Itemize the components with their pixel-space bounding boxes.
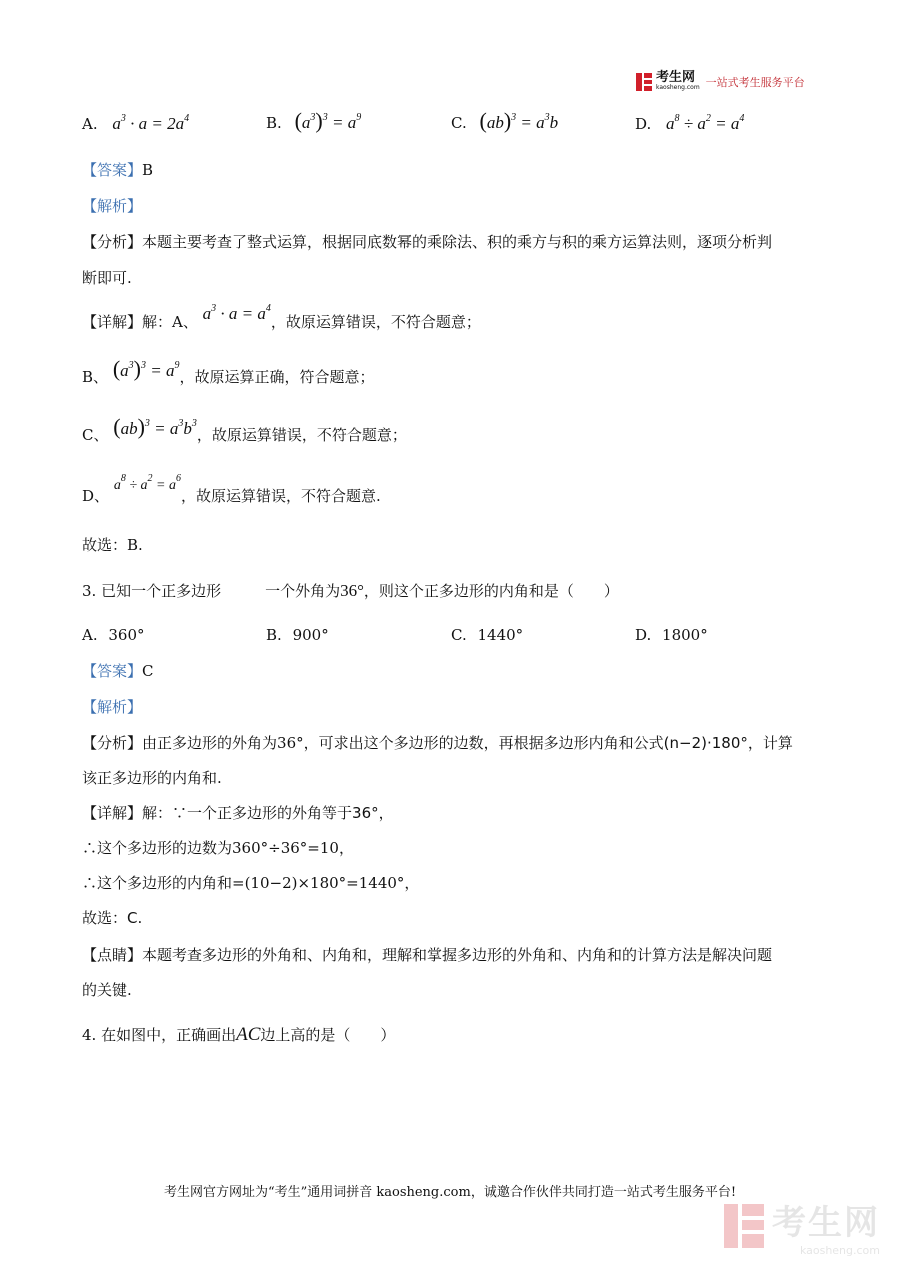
fenxi-angle: 36° bbox=[277, 734, 304, 752]
math-expr: $a^3 \cdot a = 2a^4$ bbox=[112, 113, 190, 133]
stem-middle: 一个外角为 bbox=[265, 582, 341, 600]
stem-variable: AC bbox=[236, 1024, 261, 1045]
answer-value: C bbox=[142, 662, 154, 680]
answer-label: 【答案】 bbox=[82, 161, 143, 179]
q2-option-c bbox=[451, 108, 558, 134]
watermark-logo-icon bbox=[724, 1204, 764, 1248]
stem-prefix: 4. 在如图中，正确画出 bbox=[82, 1026, 237, 1044]
logo-text: 考生网 bbox=[656, 70, 696, 85]
q3-detail-line3: ∴这个多边形的内角和=(10−2)×180°=1440°， bbox=[82, 874, 420, 892]
q3-answer bbox=[82, 660, 154, 681]
q3-option-b bbox=[266, 626, 329, 644]
detail-text: ， bbox=[378, 804, 394, 822]
watermark bbox=[724, 1195, 880, 1257]
q3-dianjing-line2: 的关键. bbox=[82, 981, 132, 999]
answer-value: B bbox=[142, 161, 154, 179]
q2-detail-d bbox=[82, 473, 381, 506]
fenxi-text: 由正多边形的外角为 bbox=[142, 734, 278, 752]
q3-dianjing-line1 bbox=[82, 944, 772, 965]
option-label: D. bbox=[635, 115, 652, 133]
q2-fenxi-line1 bbox=[82, 231, 772, 252]
option-value: 1800° bbox=[662, 626, 708, 644]
q2-option-b bbox=[266, 108, 361, 134]
math-expr: $(a^3)^3 = a^9$ bbox=[112, 356, 180, 381]
detail-text: ，故原运算正确，符合题意； bbox=[179, 368, 375, 386]
option-label: A. bbox=[82, 115, 98, 133]
dianjing-text: 本题考查多边形的外角和、内角和，理解和掌握多边形的外角和、内角和的计算方法是解决问题 bbox=[142, 946, 773, 964]
fenxi-label: 【分析】 bbox=[82, 734, 143, 752]
watermark-text: 考生网 bbox=[772, 1203, 880, 1243]
option-label: B. bbox=[266, 114, 282, 132]
math-expr: $a^3 \cdot a = a^4$ bbox=[202, 303, 271, 323]
math-expr: $(ab)^3 = a^3b$ bbox=[479, 108, 559, 133]
detail-prefix: D、 bbox=[82, 487, 110, 505]
option-value: 360° bbox=[108, 626, 145, 644]
q3-choose bbox=[82, 907, 142, 928]
q3-option-d bbox=[635, 626, 708, 644]
q3-analysis-label: 【解析】 bbox=[82, 698, 143, 716]
fenxi-text: 本题主要考查了整式运算，根据同底数幂的乘除法、积的乘方与积的乘方运算法则，逐项分析判 bbox=[142, 233, 773, 251]
detail-text: ，故原运算错误，不符合题意； bbox=[270, 313, 481, 331]
q4-stem bbox=[82, 1024, 395, 1046]
q2-choose: 故选：B. bbox=[82, 536, 143, 554]
detail-text: 解：∵一个正多边形的外角等于 bbox=[142, 804, 353, 822]
detail-prefix: B、 bbox=[82, 368, 109, 386]
q3-fenxi-line1 bbox=[82, 732, 793, 753]
stem-suffix: ，则这个正多边形的内角和是（ ） bbox=[363, 582, 619, 600]
detail-label: 【详解】 bbox=[82, 313, 143, 331]
option-value: 900° bbox=[292, 626, 329, 644]
option-label: A. bbox=[82, 626, 98, 644]
option-label: B. bbox=[266, 626, 282, 644]
fenxi-text: ，计算 bbox=[747, 734, 793, 752]
fenxi-formula: (n−2)·180° bbox=[663, 734, 748, 752]
option-label: C. bbox=[451, 114, 467, 132]
choose-value: C. bbox=[127, 909, 143, 927]
detail-angle: 36° bbox=[352, 804, 379, 822]
math-expr: $(ab)^3 = a^3b^3$ bbox=[113, 414, 197, 439]
watermark-sub: kaosheng.com bbox=[799, 1244, 880, 1257]
q2-detail-c bbox=[82, 414, 407, 446]
q2-fenxi-line2: 断即可. bbox=[82, 269, 132, 287]
q2-detail-a bbox=[82, 303, 481, 332]
q2-detail-b bbox=[82, 356, 375, 388]
header-slogan: 一站式考生服务平台 bbox=[705, 75, 805, 89]
fenxi-label: 【分析】 bbox=[82, 233, 143, 251]
page-footer: 考生网官方网址为“考生”通用词拼音 kaosheng.com，诚邀合作伙伴共同打造一站式考生服务平台! bbox=[163, 1185, 737, 1200]
q3-stem bbox=[82, 580, 619, 601]
math-expr: $a^8 \div a^2 = a^4$ bbox=[666, 113, 745, 133]
option-value: 1440° bbox=[477, 626, 524, 644]
detail-text: ，故原运算错误，不符合题意. bbox=[180, 487, 381, 505]
header-logo bbox=[636, 72, 805, 91]
detail-text: ，故原运算错误，不符合题意； bbox=[196, 426, 407, 444]
q3-detail-line2: ∴这个多边形的边数为360°÷36°=10， bbox=[82, 839, 354, 857]
logo-sub: kaosheng.com bbox=[656, 84, 700, 91]
detail-prefix: C、 bbox=[82, 426, 109, 444]
option-label: D. bbox=[635, 626, 652, 644]
choose-prefix: 故选： bbox=[82, 909, 128, 927]
q3-fenxi-line2: 该正多边形的内角和. bbox=[82, 769, 222, 787]
detail-label: 【详解】 bbox=[82, 804, 143, 822]
q2-answer bbox=[82, 159, 153, 180]
answer-label: 【答案】 bbox=[82, 662, 143, 680]
q3-detail-line1 bbox=[82, 802, 394, 823]
q2-option-a bbox=[82, 113, 189, 134]
q2-option-d bbox=[635, 113, 744, 134]
stem-angle: 36° bbox=[340, 581, 364, 600]
q3-option-c bbox=[451, 626, 523, 644]
math-expr: $(a^3)^3 = a^9$ bbox=[294, 108, 362, 133]
q2-analysis-label: 【解析】 bbox=[82, 197, 143, 215]
option-label: C. bbox=[451, 626, 467, 644]
dianjing-label: 【点睛】 bbox=[82, 946, 143, 964]
fenxi-text: ，可求出这个多边形的边数，再根据多边形内角和公式 bbox=[303, 734, 664, 752]
kaosheng-logo-icon bbox=[636, 73, 652, 91]
math-expr: $a^8 \div a^2 = a^6$ bbox=[113, 473, 181, 493]
q3-option-a bbox=[82, 626, 145, 644]
detail-prefix: 解：A、 bbox=[142, 313, 198, 331]
stem-suffix: 边上高的是（ ） bbox=[260, 1026, 396, 1044]
stem-prefix: 3. 已知一个正多边形 bbox=[82, 582, 222, 600]
